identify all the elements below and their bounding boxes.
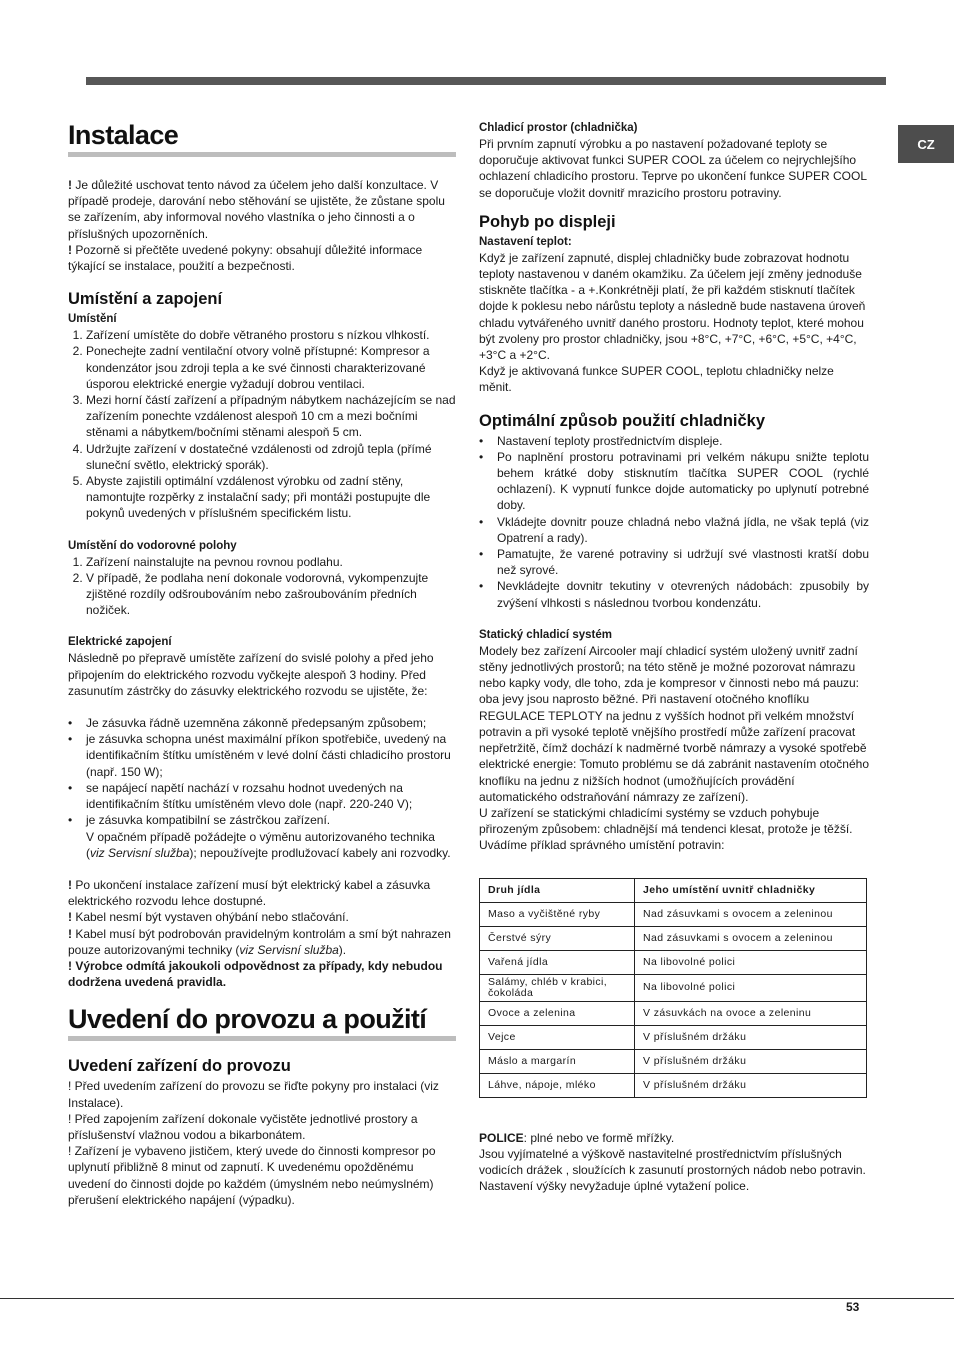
table-row (480, 926, 867, 950)
subheading-temp: Nastavení teplot: (479, 235, 572, 248)
table-header-cell: Jeho umístění uvnitř chladničky (635, 878, 867, 902)
electric-list (68, 715, 456, 861)
food-placement-table (479, 878, 867, 1098)
table-cell: Vejce (480, 1025, 635, 1049)
section-title-install: Instalace (68, 110, 456, 157)
optimal-list (479, 433, 869, 611)
table-cell: Nad zásuvkami s ovocem a zeleninou (635, 926, 867, 950)
table-cell: Vařená jídla (480, 950, 635, 974)
list-item: • Nastavení teploty prostřednictvím displeje. (497, 433, 869, 449)
list-item: • Nevkládejte dovnitr tekutiny v otevrených nádobách: zpusobily by zvýšení vlhkosti s následnou tvorbou kondenzátu. (497, 578, 869, 610)
table-row (480, 974, 867, 1001)
table-cell: Máslo a margarín (480, 1049, 635, 1073)
heading-display: Pohyb po displeji (479, 212, 616, 231)
list-item: 1. Zařízení nainstalujte na pevnou rovnou podlahu. (86, 554, 456, 570)
warning-4: ! Výrobce odmítá jakoukoli odpovědnost za případy, kdy nebudou dodržena uvedená pravidla. (68, 958, 443, 990)
list-item: 2. Ponechejte zadní ventilační otvory volně přístupné: Kompresor a kondenzátor jsou zdroji tepla a ke své činnosti charakterizované úsporou elektrické energie vyžadují dobrou ventilaci. (86, 343, 456, 392)
subheading-static: Statický chladicí systém (479, 628, 612, 641)
table-cell: Nad zásuvkami s ovocem a zeleninou (635, 902, 867, 926)
list-item: 1. Zařízení umístěte do dobře větraného prostoru s nízkou vlhkostí. (86, 327, 456, 343)
table-cell: Na libovolné polici (635, 950, 867, 974)
list-item: • se napájecí napětí nachází v rozsahu hodnot uvedených na identifikačním štítku umístěném vlevo dole (např. 220-240 V); (86, 780, 456, 812)
table-row (480, 1001, 867, 1025)
table-row (480, 1073, 867, 1097)
subheading-placement: Umístění (68, 313, 117, 326)
table-row (480, 1025, 867, 1049)
left-column (68, 110, 456, 1208)
table-header-row (480, 878, 867, 902)
startup-paragraph-3: ! Zařízení je vybaveno jističem, který uvede do činnosti kompresor po uplynutí přibližně 8 minut od zapnutí. K uvedenému opožděnému uvedení do činnosti dojde po každém (úmyslném nebo neúmyslném) přerušení elektrického napájení (výpadku). (68, 1144, 436, 1207)
section-title-startup: Uvedení do provozu a použití (68, 994, 456, 1041)
startup-paragraph-1: ! Před uvedením zařízení do provozu se řiďte pokyny pro instalaci (viz Instalace). (68, 1079, 439, 1110)
list-item: 3. Mezi horní částí zařízení a případným nábytkem nacházejícím se nad zařízením ponechte vzdálenost alespoň 10 cm a mezi bočními stěnami a nábytkem/bočními stěnami alespoň 5 cm. (86, 392, 456, 441)
language-tab: CZ (898, 125, 954, 163)
subheading-level: Umístění do vodorovné polohy (68, 539, 237, 552)
table-header-cell: Druh jídla (480, 878, 635, 902)
table-cell: V příslušném držáku (635, 1025, 867, 1049)
list-item: • Je zásuvka řádně uzemněna zákonně předepsaným způsobem; (86, 715, 456, 731)
intro-paragraph-2: ! Pozorně si přečtěte uvedené pokyny: obsahují důležité informace týkající se instalace, použití a bezpečnosti. (68, 242, 423, 274)
display-paragraph-2: Když je aktivovaná funkce SUPER COOL, teplotu chladničky nelze měnit. (479, 364, 834, 395)
list-item: 2. V případě, že podlaha není dokonale vodorovná, vykompenzujte zjištěné rozdíly odšroubováním nebo zašroubováním předních nožiček. (86, 570, 456, 619)
table-cell: Láhve, nápoje, mléko (480, 1073, 635, 1097)
right-column (479, 120, 869, 1194)
subheading-electric: Elektrické zapojení (68, 636, 172, 649)
table-cell: Ovoce a zelenina (480, 1001, 635, 1025)
electric-intro: Následně po přepravě umístěte zařízení do svislé polohy a před jeho připojením do elektrického rozvodu vyčkejte alespoň 3 hodiny. Před zasunutím zástrčky do zásuvky elektrického rozvodu se ujistěte, že: (68, 651, 434, 698)
cooling-paragraph: Při prvním zapnutí výrobku a po nastavení požadované teploty se doporučuje aktivovat funkci SUPER COOL za účelem co nejrychlejšího ochlazení chladicího prostoru. Teprve po ukončení funkce SUPER COOL se doporučuje vložit dovnitř mrazicího prostoru potraviny. (479, 137, 867, 200)
subheading-cooling: Chladicí prostor (chladnička) (479, 122, 638, 134)
list-item: • Po naplnění prostoru potravinami pri velkém nákupu snižte teplotu behem krátké doby stisknutím tlačítka SUPER COOL (rychlé ochlazení). K vypnutí funkce dojde automaticky po uplynutí potrebné doby. (497, 449, 869, 514)
static-paragraph-2: U zařízení se statickými chladicími systémy se vzduch pohybuje přirozeným způsobem: chladnější má tendenci klesat, protože je těžší. Uvádíme příklad správného umístění potravin: (479, 805, 853, 853)
list-item: • je zásuvka schopna unést maximální příkon spotřebiče, uvedený na identifikačním štítku umístěném v levé dolní části chladicího prostoru (např. 150 W); (86, 731, 456, 780)
table-cell: Salámy, chléb v krabici, čokoláda (480, 974, 635, 1001)
table-cell: Maso a vyčištěné ryby (480, 902, 635, 926)
startup-paragraph-2: ! Před zapojením zařízení dokonale vyčistěte jednotlivé prostory a příslušenství vlažnou vodou a bikarbonátem. (68, 1111, 418, 1142)
police-paragraph: POLICE: plné nebo ve formě mřížky. Jsou vyjímatelné a výškově nastavitelné prostřednictvím příslušných vodicích drážek , sloužících k zasunutí prostorných nádob nebo potravin. Nastavení výšky nevyžaduje úplné vytažení police. (479, 1130, 866, 1194)
heading-placement: Umístění a zapojení (68, 290, 223, 309)
footer-rule (0, 1298, 954, 1299)
warning-1: ! Po ukončení instalace zařízení musí být elektrický kabel a zásuvka elektrického rozvodu lehce dostupné. (68, 877, 431, 909)
display-paragraph: Když je zařízení zapnuté, displej chladničky bude zobrazovat hodnotu teploty nastavenou v daném okamžiku. Za účelem její změny jednoduše stiskněte tlačítka - a +.Konkrétněji platí, že při každém stisknutí tlačítek dojde k poklesu nebo nárůstu teploty a následně bude nastavena úroveň chladu vytvářeného uvnitř daného prostoru. Hodnoty teplot, které mohou být zvoleny pro prostor chladničky, jsou +8°C, +7°C, +6°C, +5°C, +4°C, +3°C a +2°C. (479, 250, 866, 363)
intro-paragraph-1: ! Je důležité uschovat tento návod za účelem jeho další konzultace. V případě prodeje, darování nebo stěhování se ujistěte, že zůstane spolu se zařízením, aby informoval nového vlastníka o jeho činnosti a o příslušných upozorněních. (68, 178, 445, 241)
header-rule (86, 77, 886, 85)
list-item: • je zásuvka kompatibilní se zástrčkou zařízení. V opačném případě požádejte o výměnu autorizovaného technika (viz Servisní služba); nepoužívejte prodlužovací kabely ani rozvodky. (86, 812, 456, 861)
table-row (480, 1049, 867, 1073)
table-cell: V příslušném držáku (635, 1073, 867, 1097)
table-cell: V zásuvkách na ovoce a zeleninu (635, 1001, 867, 1025)
table-cell: V příslušném držáku (635, 1049, 867, 1073)
page-number: 53 (846, 1300, 860, 1314)
heading-optimal: Optimální způsob použití chladničky (479, 411, 766, 430)
table-cell: Čerstvé sýry (480, 926, 635, 950)
placement-list (68, 327, 456, 521)
heading-startup: Uvedení zařízení do provozu (68, 1057, 291, 1076)
table-cell: Na libovolné polici (635, 974, 867, 1001)
table-row (480, 950, 867, 974)
warning-3: ! Kabel musí být podrobován pravidelným kontrolám a smí být nahrazen pouze autorizovanými techniky (viz Servisní služba). (68, 926, 451, 957)
level-list (68, 554, 456, 619)
list-item: 5. Abyste zajistili optimální vzdálenost výrobku od zadní stěny, namontujte rozpěrky z instalační sady; při montáži postupujte dle pokynů uvedených v příslušném specifickém listu. (86, 473, 456, 522)
list-item: • Pamatujte, že varené potraviny si udržují své vlastnosti kratší dobu než syrové. (497, 546, 869, 578)
list-item: 4. Udržujte zařízení v dostatečné vzdálenosti od zdrojů tepla (přímé sluneční světlo, elektrický sporák). (86, 441, 456, 473)
list-item: • Vkládejte dovnitr pouze chladná nebo vlažná jídla, ne však teplá (viz Opatrení a rady). (497, 514, 869, 546)
table-row (480, 902, 867, 926)
warning-2: ! Kabel nesmí být vystaven ohýbání nebo stlačování. (68, 910, 349, 925)
static-paragraph: Modely bez zařízení Aircooler mají chladicí systém uložený uvnitř zadní stěny jednotlivých prostorů; na této stěně je možné pozorovat námrazu nebo kapky vody, dle toho, zda je kompresor v činnosti nebo má pauzu: oba jevy jsou naprosto běžné. Při nastavení otočného knoflíku REGULACE TEPLOTY na jednu z vyšších hodnot při velkém množství potravin a při vysoké teplotě vnějšího prostředí může zařízení pracovat nepřetržitě, čímž dochází k nadměrné tvorbě námrazy a vysoké spotřebě elektrické energie: Tomuto problému se dá zabránit nastavením otočného knoflíku na jednu z nižších hodnot (umožňujících provádění automatického odstraňování námrazy ze zařízení). (479, 643, 870, 804)
